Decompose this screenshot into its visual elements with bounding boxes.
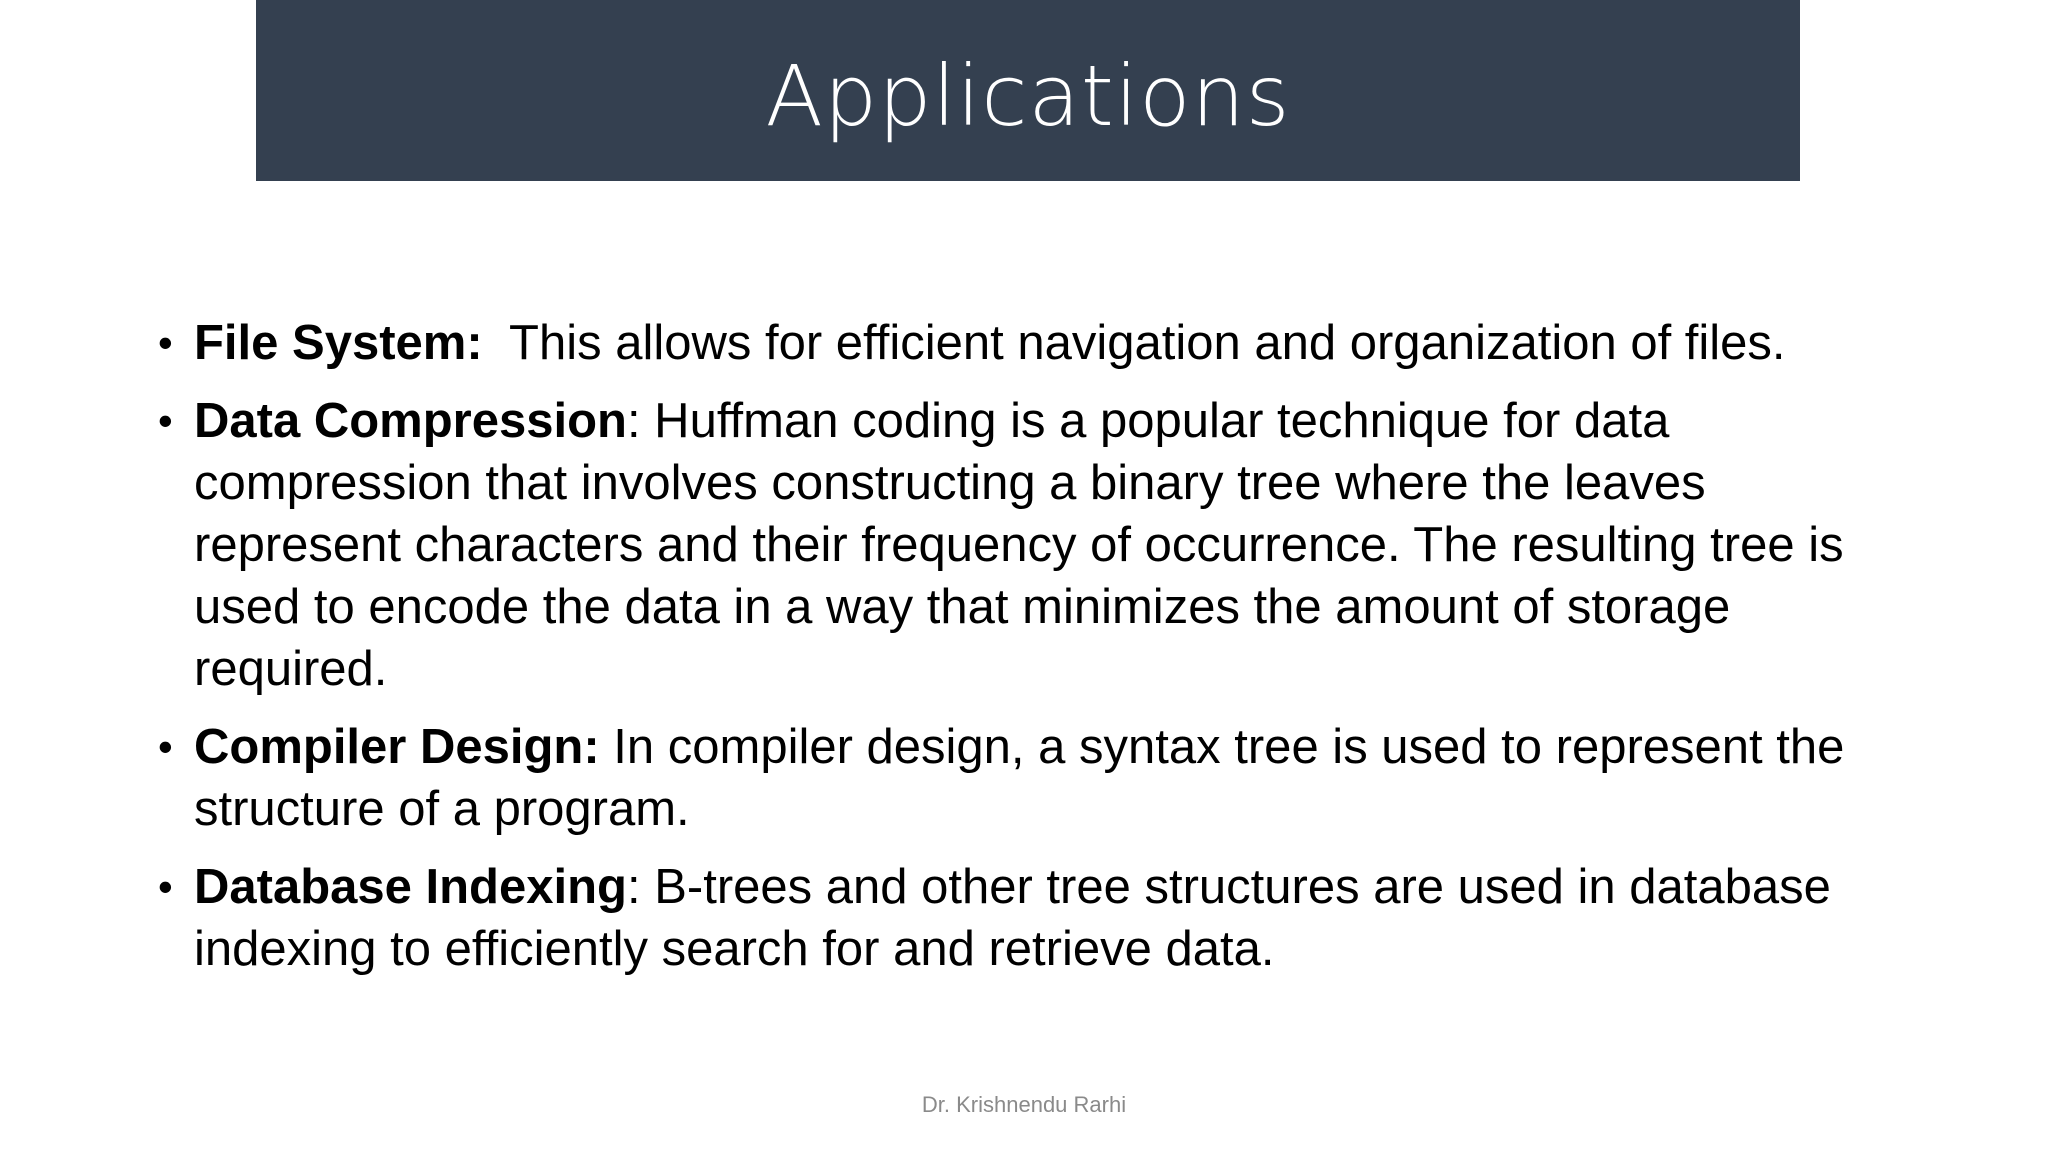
bullet-item-data-compression xyxy=(154,390,1894,700)
bullet-separator: : xyxy=(626,860,641,914)
bullet-item-compiler-design xyxy=(154,716,1894,840)
slide-title: Applications xyxy=(765,46,1291,145)
title-bar xyxy=(256,0,1800,181)
bullet-text: B-trees and other tree structures are used in database indexing to efficiently search for and retrieve data. xyxy=(194,860,1831,976)
bullet-term: Data Compression xyxy=(194,394,627,448)
bullet-separator: : xyxy=(626,394,641,448)
bullet-term: Compiler Design: xyxy=(194,720,600,774)
bullet-dot-icon: • xyxy=(158,863,173,910)
bullet-list xyxy=(154,312,1894,996)
bullet-term: Database Indexing xyxy=(194,860,627,914)
bullet-dot-icon: • xyxy=(158,319,173,366)
bullet-term: File System: xyxy=(194,316,483,370)
bullet-dot-icon: • xyxy=(158,397,173,444)
bullet-item-file-system xyxy=(154,312,1894,374)
bullet-dot-icon: • xyxy=(158,723,173,770)
bullet-text: Huffman coding is a popular technique for data compression that involves constructing a binary tree where the leaves represent characters and their frequency of occurrence. The resulting tree is used to encode the data in a way that minimizes the amount of storage required. xyxy=(194,394,1844,696)
bullet-text: This allows for efficient navigation and organization of files. xyxy=(482,316,1786,370)
bullet-text: In compiler design, a syntax tree is used to represent the structure of a program. xyxy=(194,720,1845,836)
bullet-item-database-indexing xyxy=(154,856,1894,980)
slide-footer: Dr. Krishnendu Rarhi xyxy=(921,1092,1127,1117)
